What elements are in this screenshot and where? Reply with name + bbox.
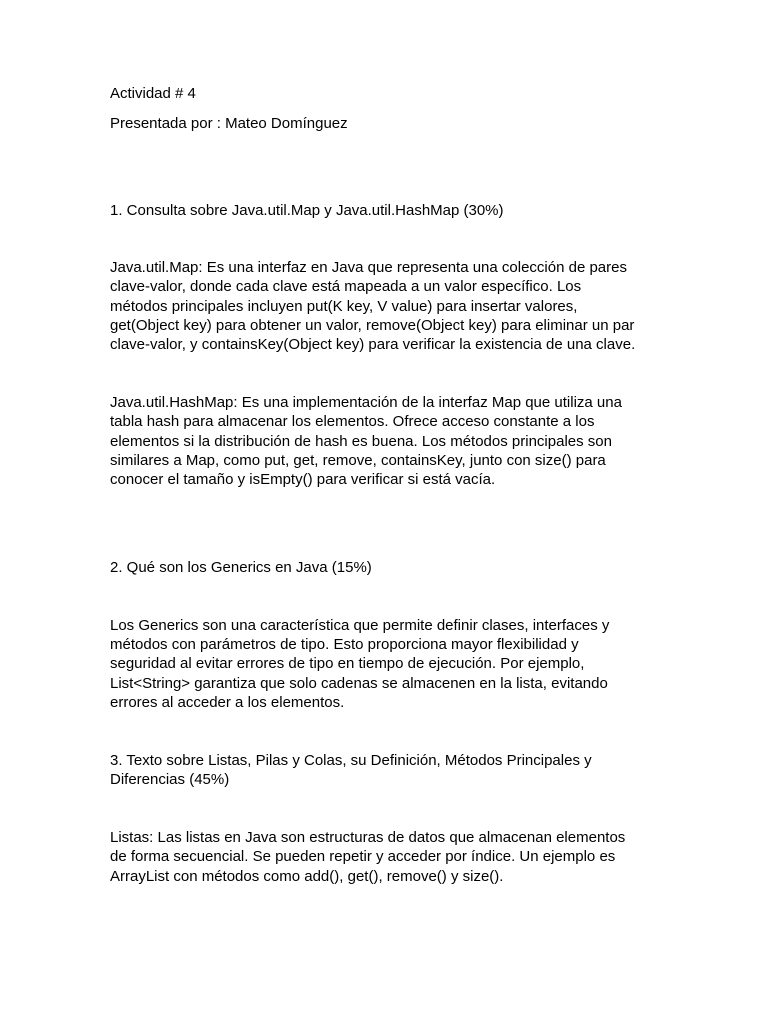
section-2-heading: 2. Qué son los Generics en Java (15%) [110,559,372,576]
lists-paragraph-line: ArrayList con métodos como add(), get(), remove() y size(). [110,868,504,885]
section-1-heading: 1. Consulta sobre Java.util.Map y Java.util.HashMap (30%) [110,202,504,219]
section-3-heading: Diferencias (45%) [110,771,230,788]
map-paragraph-line: Java.util.Map: Es una interfaz en Java que representa una colección de pares [110,259,627,276]
section-3-heading: 3. Texto sobre Listas, Pilas y Colas, su Definición, Métodos Principales y [110,752,592,769]
generics-paragraph-line: seguridad al evitar errores de tipo en tiempo de ejecución. Por ejemplo, [110,655,585,672]
lists-paragraph-line: Listas: Las listas en Java son estructuras de datos que almacenan elementos [110,829,626,846]
generics-paragraph-line: errores al acceder a los elementos. [110,694,345,711]
generics-paragraph-line: métodos con parámetros de tipo. Esto proporciona mayor flexibilidad y [110,636,579,653]
hashmap-paragraph-line: elementos si la distribución de hash es buena. Los métodos principales son [110,433,612,450]
map-paragraph-line: clave-valor, donde cada clave está mapeada a un valor específico. Los [110,278,582,295]
activity-title: Actividad # 4 [110,85,196,102]
generics-paragraph-line: List<String> garantiza que solo cadenas se almacenen en la lista, evitando [110,675,608,692]
hashmap-paragraph-line: Java.util.HashMap: Es una implementación de la interfaz Map que utiliza una [110,394,622,411]
map-paragraph-line: get(Object key) para obtener un valor, remove(Object key) para eliminar un par [110,317,635,334]
hashmap-paragraph-line: similares a Map, como put, get, remove, containsKey, junto con size() para [110,452,606,469]
hashmap-paragraph-line: conocer el tamaño y isEmpty() para verificar si está vacía. [110,471,496,488]
hashmap-paragraph-line: tabla hash para almacenar los elementos. Ofrece acceso constante a los [110,413,595,430]
map-paragraph-line: métodos principales incluyen put(K key, V value) para insertar valores, [110,298,578,315]
lists-paragraph-line: de forma secuencial. Se pueden repetir y acceder por índice. Un ejemplo es [110,848,616,865]
map-paragraph-line: clave-valor, y containsKey(Object key) para verificar la existencia de una clave. [110,336,636,353]
generics-paragraph-line: Los Generics son una característica que permite definir clases, interfaces y [110,617,610,634]
author-line: Presentada por : Mateo Domínguez [110,115,348,132]
